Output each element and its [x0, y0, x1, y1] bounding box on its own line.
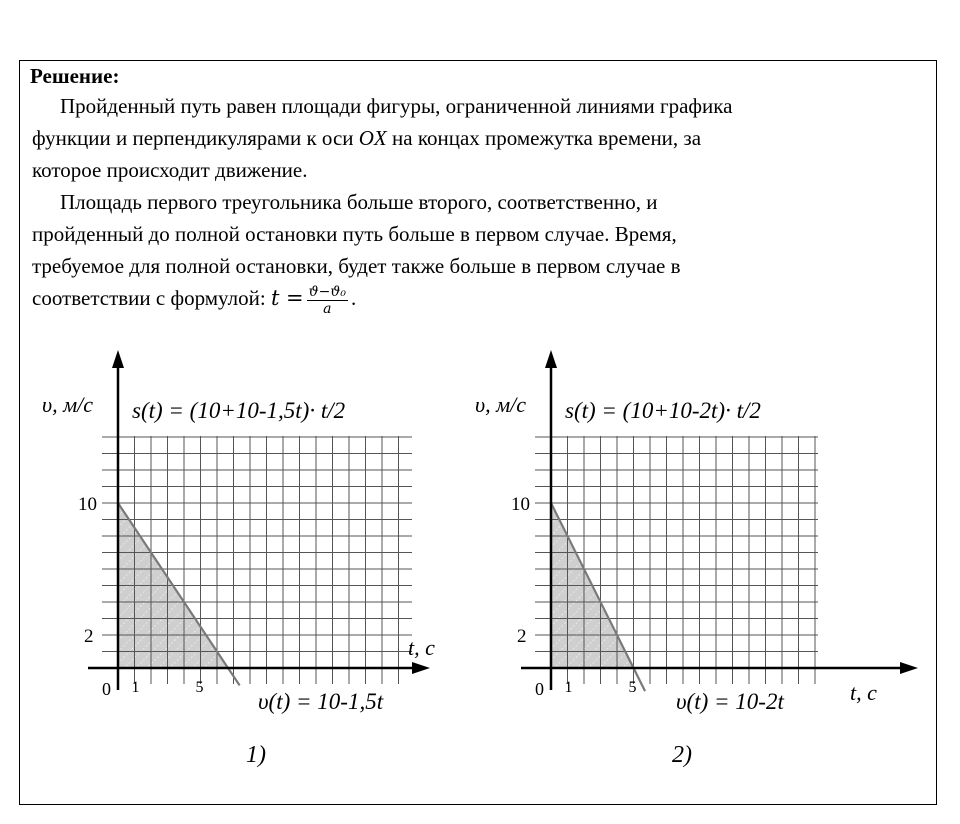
formula-denominator: a — [323, 300, 332, 317]
area-formula: s(t) = (10+10-2t)· t/2 — [565, 398, 761, 423]
axis-ox: OX — [358, 126, 387, 150]
y-axis-arrow — [545, 350, 557, 368]
x-tick-label: 1 — [131, 679, 140, 696]
line-formula: υ(t) = 10-2t — [676, 689, 784, 714]
y-tick-label: 10 — [78, 494, 97, 515]
x-tick-label: 0 — [102, 679, 111, 699]
p2-line4: соответствии с формулой: — [32, 286, 271, 310]
x-axis-label: t, с — [408, 635, 435, 660]
solution-heading: Решение: — [30, 64, 120, 88]
y-axis-label: υ, м/с — [42, 392, 94, 417]
p2-line1: Площадь первого треугольника больше второго, соответственно, и — [60, 190, 658, 214]
y-tick-label: 2 — [84, 626, 94, 647]
y-tick-label: 2 — [517, 626, 527, 647]
chart-2 — [475, 350, 918, 768]
p1-line2b: на концах промежутка времени, за — [386, 126, 702, 150]
y-axis-label: υ, м/с — [475, 392, 527, 417]
x-axis-arrow — [412, 662, 430, 674]
chart-caption: 1) — [246, 742, 266, 768]
p2-line2: пройденный до полной остановки путь больше в первом случае. Время, — [32, 222, 677, 246]
area-formula: s(t) = (10+10-1,5t)· t/2 — [132, 398, 346, 423]
x-axis-label: t, с — [850, 680, 877, 705]
formula-end: . — [351, 286, 357, 310]
p1-line3: которое происходит движение. — [32, 158, 308, 182]
chart-1 — [42, 350, 435, 768]
x-tick-label: 5 — [195, 679, 204, 696]
x-tick-label: 5 — [628, 679, 637, 696]
line-formula: υ(t) = 10-1,5t — [258, 689, 384, 714]
formula-numerator: ϑ−ϑ₀ — [308, 283, 347, 300]
x-tick-label: 1 — [564, 679, 573, 696]
y-tick-label: 10 — [511, 494, 530, 515]
x-tick-label: 0 — [535, 679, 544, 699]
y-axis-arrow — [112, 350, 124, 368]
x-axis-arrow — [900, 662, 918, 674]
formula-lhs: t = — [270, 286, 304, 310]
p1-line2a: функции и перпендикулярами к оси — [32, 126, 359, 150]
p2-line3: требуемое для полной остановки, будет также больше в первом случае в — [32, 254, 681, 278]
p1-line1: Пройденный путь равен площади фигуры, ограниченной линиями графика — [60, 94, 733, 118]
chart-caption: 2) — [672, 742, 692, 768]
